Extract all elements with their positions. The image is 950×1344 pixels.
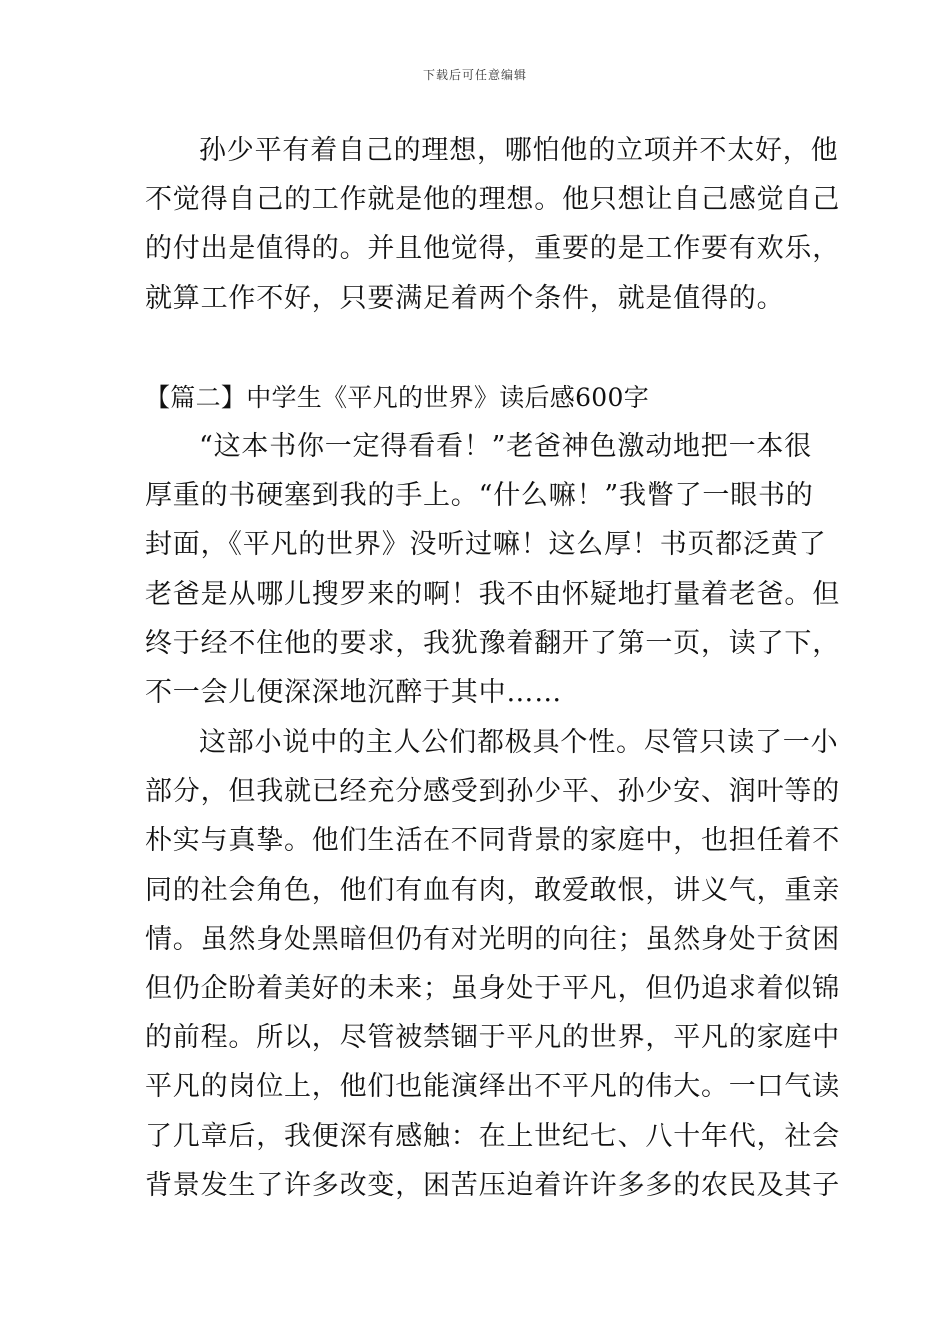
paragraph-line: 不觉得自己的工作就是他的理想。他只想让自己感觉自己 <box>145 184 840 216</box>
paragraph-line: 就算工作不好，只要满足着两个条件，就是值得的。 <box>145 282 785 314</box>
paragraph-line: “这本书你一定得看看！”老爸神色激动地把一本很 <box>199 431 813 462</box>
paragraph-3 <box>145 718 840 1210</box>
paragraph-line: 终于经不住他的要求，我犹豫着翻开了第一页，读了下， <box>145 627 840 659</box>
paragraph-1 <box>145 126 840 323</box>
paragraph-line: 厚重的书硬塞到我的手上。“什么嘛！”我瞥了一眼书的 <box>145 480 814 512</box>
paragraph-line: 不一会儿便深深地沉醉于其中…… <box>145 676 562 708</box>
paragraph-line: 背景发生了许多改变，困苦压迫着许许多多的农民及其子 <box>145 1169 840 1201</box>
page-header-note: 下载后可任意编辑 <box>422 68 527 82</box>
paragraph-line: 平凡的岗位上，他们也能演绎出不平凡的伟大。一口气读 <box>145 1071 840 1103</box>
paragraph-line: 的付出是值得的。并且他觉得，重要的是工作要有欢乐， <box>145 233 840 265</box>
paragraph-line: 部分，但我就已经充分感受到孙少平、孙少安、润叶等的 <box>145 776 840 808</box>
paragraph-line: 朴实与真挚。他们生活在不同背景的家庭中，也担任着不 <box>145 825 840 857</box>
paragraph-line: 老爸是从哪儿搜罗来的啊！我不由怀疑地打量着老爸。但 <box>145 578 840 610</box>
paragraph-line: 的前程。所以，尽管被禁锢于平凡的世界，平凡的家庭中 <box>145 1022 840 1054</box>
paragraph-line: 同的社会角色，他们有血有肉，敢爱敢恨，讲义气，重亲 <box>145 874 840 906</box>
paragraph-line: 孙少平有着自己的理想，哪怕他的立项并不太好，他 <box>199 135 839 166</box>
paragraph-line: 了几章后，我便深有感触：在上世纪七、八十年代，社会 <box>145 1120 840 1152</box>
paragraph-line: 封面，《平凡的世界》没听过嘛！这么厚！书页都泛黄了 <box>145 529 827 561</box>
section-heading: 【篇二】中学生《平凡的世界》读后感600字 <box>145 383 650 412</box>
paragraph-line: 情。虽然身处黑暗但仍有对光明的向往；虽然身处于贫困 <box>145 923 840 955</box>
paragraph-line: 但仍企盼着美好的未来；虽身处于平凡，但仍追求着似锦 <box>145 972 840 1004</box>
paragraph-2 <box>145 422 840 717</box>
paragraph-line: 这部小说中的主人公们都极具个性。尽管只读了一小 <box>199 727 839 758</box>
